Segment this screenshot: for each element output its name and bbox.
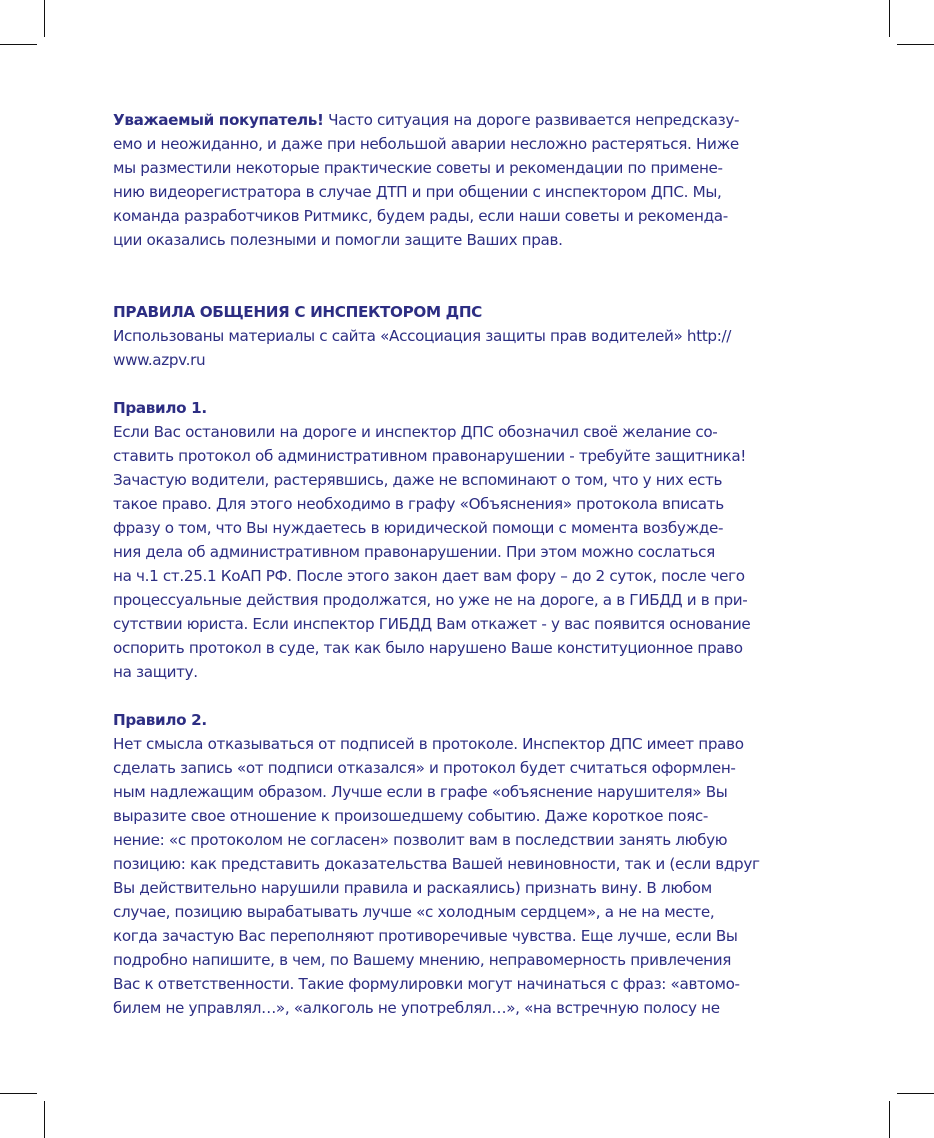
source-line: Использованы материалы с сайта «Ассоциация защиты прав водителей» http:// [113, 327, 732, 345]
rule-1-line: фразу о том, что Вы нуждаетесь в юридической помощи с момента возбужде- [113, 519, 724, 537]
rule-2-line: билем не управлял…», «алкоголь не употреблял…», «на встречную полосу не [113, 999, 720, 1017]
rule-1 [113, 396, 825, 684]
intro-line-text: Часто ситуация на дороге развивается непредсказу- [323, 111, 740, 129]
rule-1-title: Правило 1. [113, 399, 207, 417]
section-title: ПРАВИЛА ОБЩЕНИЯ С ИНСПЕКТОРОМ ДПС [113, 303, 482, 321]
crop-mark-bottom-left-horizontal [0, 1093, 37, 1094]
rule-2-line: Вы действительно нарушили правила и раскаялись) признать вину. В любом [113, 879, 712, 897]
rule-2-line: позицию: как представить доказательства Вашей невиновности, так и (если вдруг [113, 855, 760, 873]
spacer [113, 372, 825, 396]
source-line: www.azpv.ru [113, 351, 206, 369]
intro-lead: Уважаемый покупатель! [113, 111, 324, 129]
intro-line: ции оказались полезными и помогли защите Ваших прав. [113, 231, 563, 249]
rule-2-line: сделать запись «от подписи отказался» и протокол будет считаться оформлен- [113, 759, 736, 777]
rule-2-line: нение: «с протоколом не согласен» позволит вам в последствии занять любую [113, 831, 728, 849]
crop-mark-top-left-vertical [44, 0, 45, 37]
rule-1-line: ставить протокол об административном правонарушении - требуйте защитника! [113, 447, 747, 465]
intro-line: команда разработчиков Ритмикс, будем рады, если наши советы и рекоменда- [113, 207, 728, 225]
rule-1-line: сутствии юриста. Если инспектор ГИБДД Вам откажет - у вас появится основание [113, 615, 751, 633]
rule-2-line: выразите свое отношение к произошедшему событию. Даже короткое пояс- [113, 807, 709, 825]
rule-1-line: такое право. Для этого необходимо в графу «Объяснения» протокола вписать [113, 495, 724, 513]
rule-1-line: на защиту. [113, 663, 198, 681]
spacer [113, 684, 825, 708]
section-block [113, 300, 825, 372]
rule-1-line: оспорить протокол в суде, так как было нарушено Ваше конституционное право [113, 639, 743, 657]
rule-2-line: Вас к ответственности. Такие формулировки могут начинаться с фраз: «автомо- [113, 975, 740, 993]
rule-2-title: Правило 2. [113, 711, 207, 729]
rule-2-line: подробно напишите, в чем, по Вашему мнению, неправомерность привлечения [113, 951, 732, 969]
spacer [113, 252, 825, 300]
rule-1-line: Если Вас остановили на дороге и инспектор ДПС обозначил своё желание со- [113, 423, 718, 441]
document-page [113, 108, 825, 1020]
crop-mark-bottom-right-vertical [889, 1101, 890, 1138]
rule-2-line: Нет смысла отказываться от подписей в протоколе. Инспектор ДПС имеет право [113, 735, 744, 753]
crop-mark-top-left-horizontal [0, 44, 37, 45]
intro-line [113, 108, 825, 132]
crop-mark-top-right-vertical [889, 0, 890, 37]
crop-mark-bottom-left-vertical [44, 1101, 45, 1138]
rule-1-line: процессуальные действия продолжатся, но уже не на дороге, а в ГИБДД и в при- [113, 591, 748, 609]
intro-line: мы разместили некоторые практические советы и рекомендации по примене- [113, 159, 723, 177]
rule-2-line: ным надлежащим образом. Лучше если в графе «объяснение нарушителя» Вы [113, 783, 728, 801]
rule-2 [113, 708, 825, 1020]
rule-2-line: случае, позицию вырабатывать лучше «с холодным сердцем», а не на месте, [113, 903, 715, 921]
intro-line: емо и неожиданно, и даже при небольшой аварии несложно растеряться. Ниже [113, 135, 739, 153]
rule-1-line: Зачастую водители, растерявшись, даже не вспоминают о том, что у них есть [113, 471, 723, 489]
rule-1-line: ния дела об административном правонарушении. При этом можно сослаться [113, 543, 715, 561]
crop-mark-bottom-right-horizontal [897, 1093, 934, 1094]
crop-mark-top-right-horizontal [897, 44, 934, 45]
rule-1-line: на ч.1 ст.25.1 КоАП РФ. После этого закон дает вам фору – до 2 суток, после чего [113, 567, 745, 585]
rule-2-line: когда зачастую Вас переполняют противоречивые чувства. Еще лучше, если Вы [113, 927, 738, 945]
intro-line: нию видеорегистратора в случае ДТП и при общении с инспектором ДПС. Мы, [113, 183, 722, 201]
intro-paragraph [113, 108, 825, 252]
